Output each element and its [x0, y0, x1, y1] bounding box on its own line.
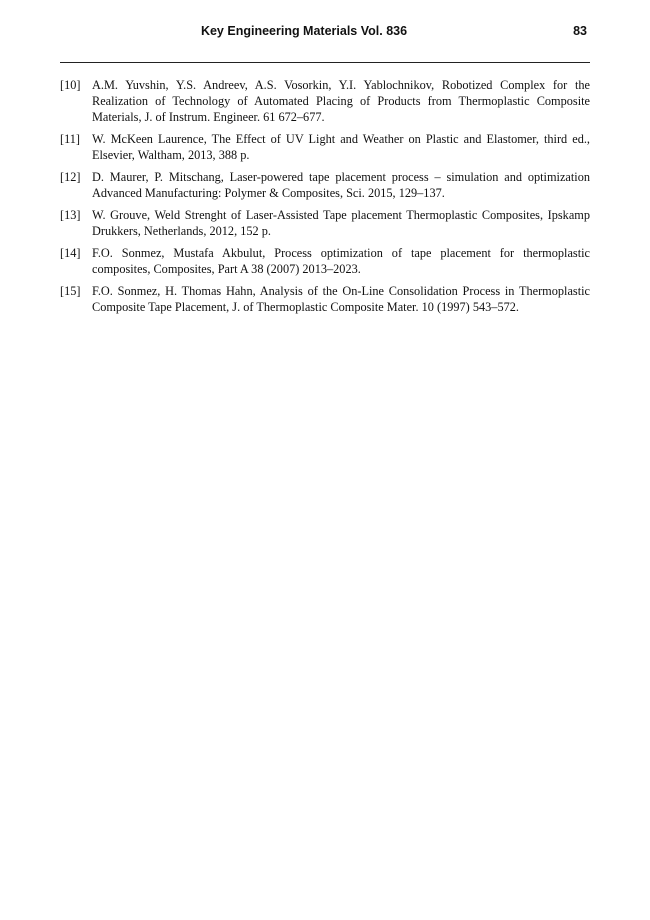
reference-number: [12] [60, 170, 81, 184]
reference-text: A.M. Yuvshin, Y.S. Andreev, A.S. Vosorkin, Y.I. Yablochnikov, Robotized Complex for the Realization of Technology of Automated Placing of Products from Thermoplastic Composite Materials, J. of Instrum. Engineer. 61 672–677. [92, 78, 590, 124]
reference-text: W. Grouve, Weld Strenght of Laser-Assisted Tape placement Thermoplastic Composites, Ipskamp Drukkers, Netherlands, 2012, 152 p. [92, 208, 590, 238]
header-rule [60, 62, 590, 63]
reference-number: [11] [60, 132, 81, 146]
reference-15 [60, 283, 590, 315]
page-header [60, 24, 590, 42]
reference-number: [10] [60, 78, 81, 92]
reference-text: F.O. Sonmez, Mustafa Akbulut, Process optimization of tape placement for thermoplastic composites, Composites, Part A 38 (2007) 2013–2023. [92, 246, 590, 276]
reference-10 [60, 77, 590, 125]
reference-list [60, 77, 590, 321]
reference-text: D. Maurer, P. Mitschang, Laser-powered tape placement process – simulation and optimization Advanced Manufacturing: Polymer & Composites, Sci. 2015, 129–137. [92, 170, 590, 200]
reference-12 [60, 169, 590, 201]
reference-text: F.O. Sonmez, H. Thomas Hahn, Analysis of the On-Line Consolidation Process in Thermoplastic Composite Tape Placement, J. of Thermoplastic Composite Mater. 10 (1997) 543–572. [92, 284, 590, 314]
reference-13 [60, 207, 590, 239]
journal-title: Key Engineering Materials Vol. 836 [200, 24, 408, 38]
reference-number: [15] [60, 284, 81, 298]
reference-text: W. McKeen Laurence, The Effect of UV Light and Weather on Plastic and Elastomer, third ed., Elsevier, Waltham, 2013, 388 p. [92, 132, 590, 162]
reference-14 [60, 245, 590, 277]
reference-11 [60, 131, 590, 163]
reference-number: [14] [60, 246, 81, 260]
page-number: 83 [573, 24, 587, 38]
reference-number: [13] [60, 208, 81, 222]
